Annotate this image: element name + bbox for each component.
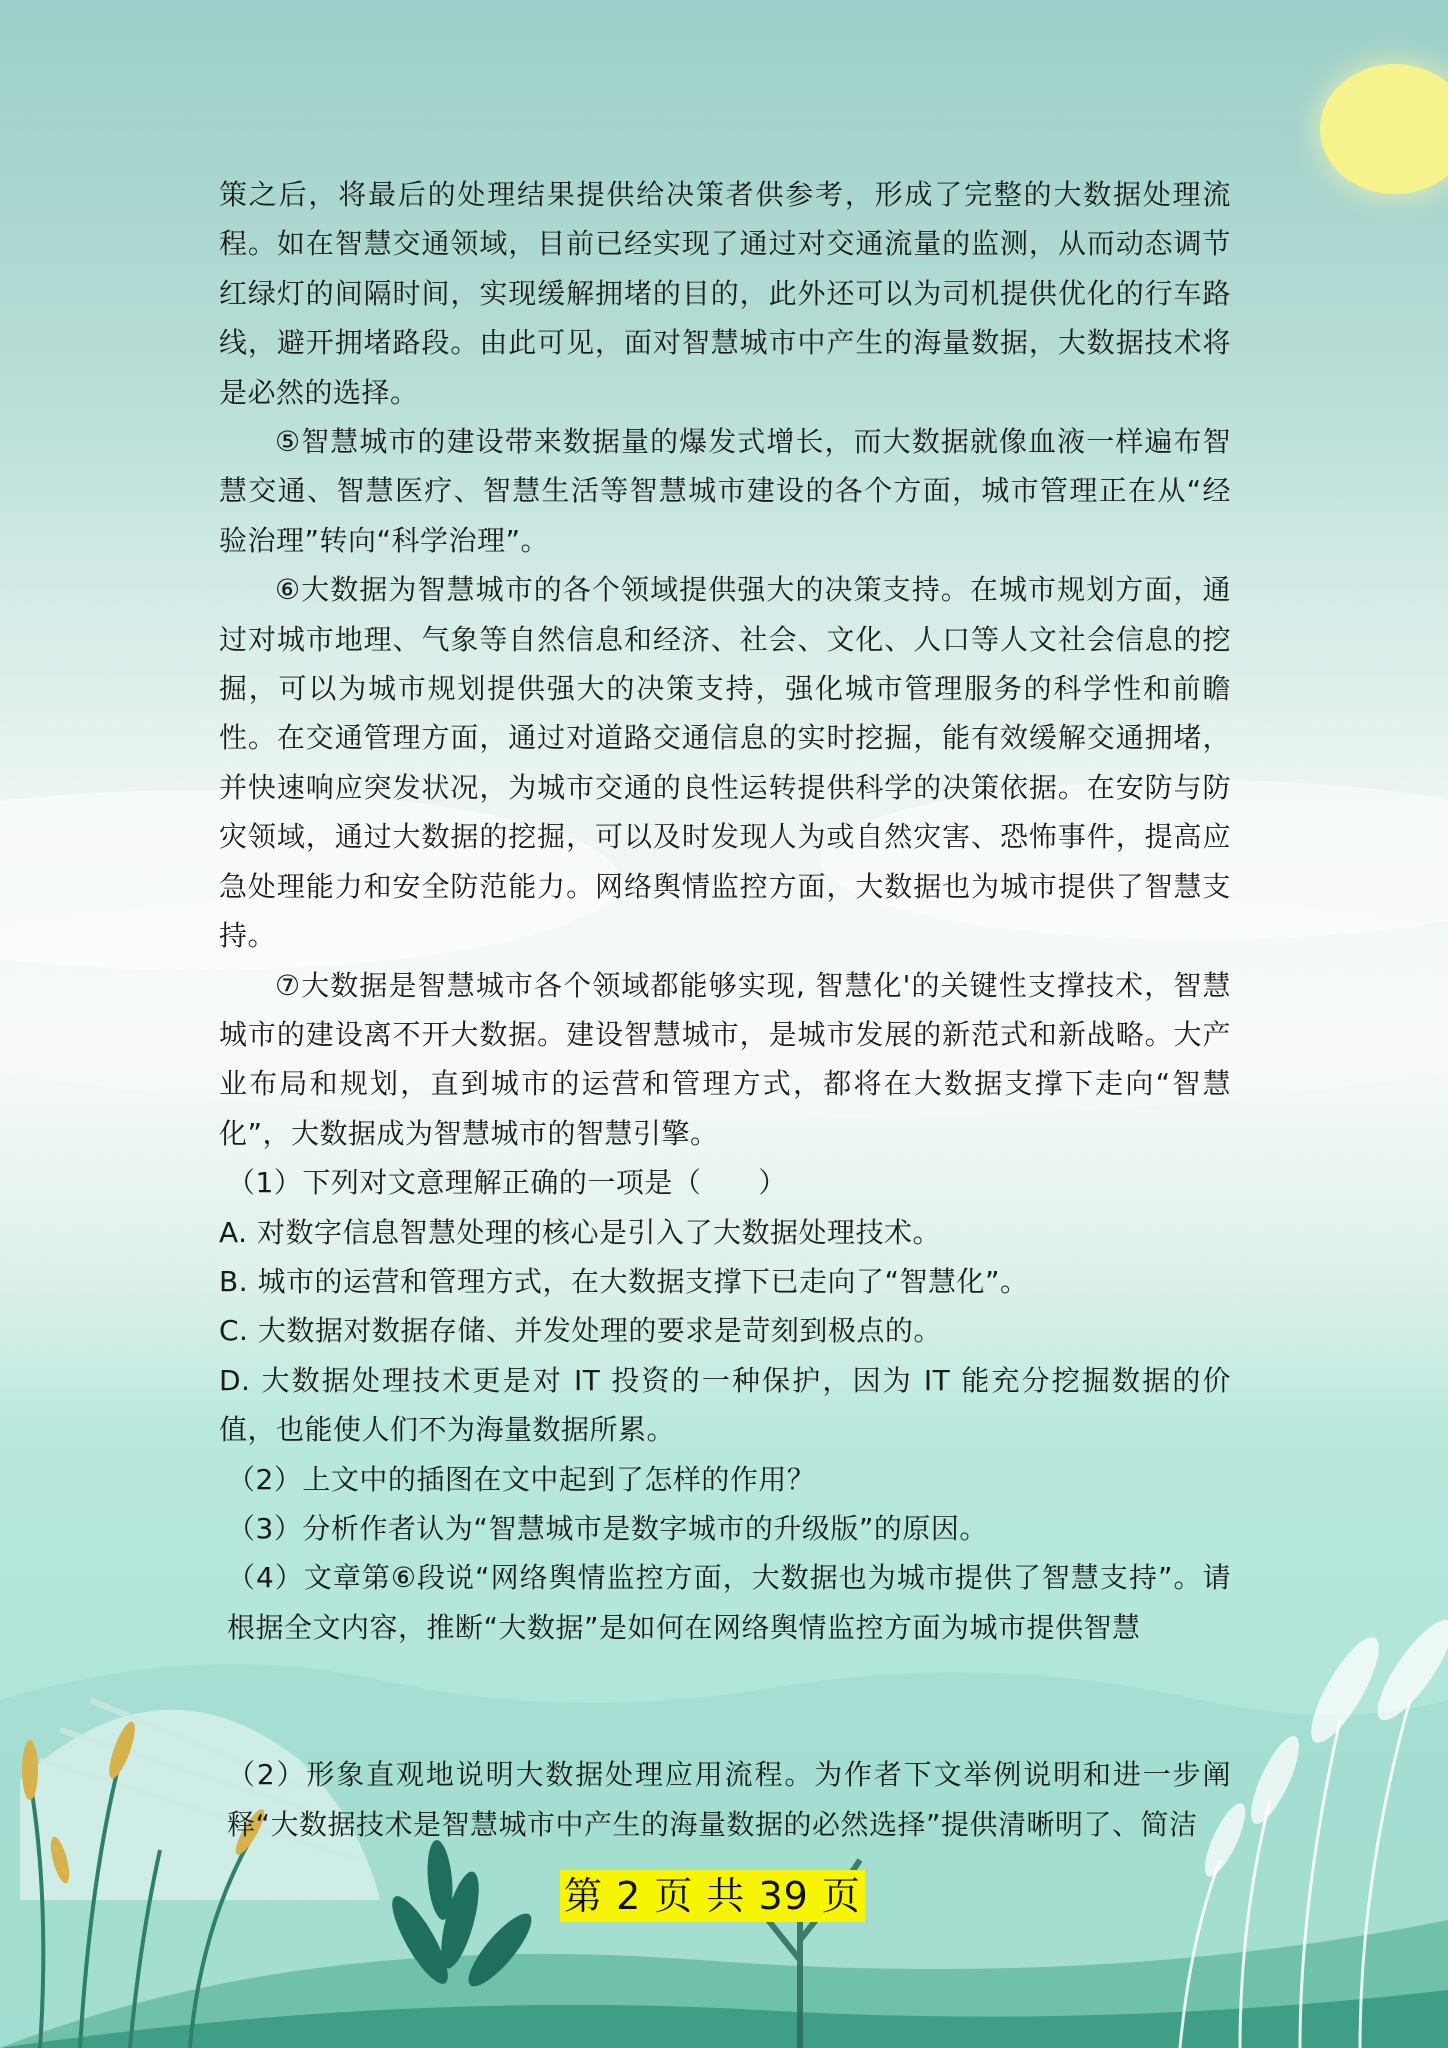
- option-d: D. 大数据处理技术更是对 IT 投资的一种保护，因为 IT 能充分挖掘数据的价值，也能使人们不为海量数据所累。: [219, 1363, 1231, 1447]
- paragraph-continuation: 策之后，将最后的处理结果提供给决策者供参考，形成了完整的大数据处理流程。如在智慧交通领域，目前已经实现了通过对交通流量的监测，从而动态调节红绿灯的间隔时间，实现缓解拥堵的目的，此外还可以为司机提供优化的行车路线，避开拥堵路段。由此可见，面对智慧城市中产生的海量数据，大数据技术将是必然的选择。: [219, 178, 1231, 409]
- paragraph-5: ⑤智慧城市的建设带来数据量的爆发式增长，而大数据就像血液一样遍布智慧交通、智慧医疗、智慧生活等智慧城市建设的各个方面，城市管理正在从“经验治理”转向“科学治理”。: [219, 425, 1231, 557]
- paragraph-7: ⑦大数据是智慧城市各个领域都能够实现, 智慧化'的关键性支撑技术，智慧城市的建设离不开大数据。建设智慧城市，是城市发展的新范式和新战略。大产业布局和规划，直到城市的运营和管理方式，都将在大数据支撑下走向“智慧化”，大数据成为智慧城市的智慧引擎。: [219, 968, 1231, 1150]
- document-body: [219, 170, 1231, 1849]
- question-1-stem: （1）下列对文意理解正确的一项是（ ）: [227, 1166, 787, 1200]
- paragraph-6: ⑥大数据为智慧城市的各个领域提供强大的决策支持。在城市规划方面，通过对城市地理、气象等自然信息和经济、社会、文化、人口等人文社会信息的挖掘，可以为城市规划提供强大的决策支持，强化城市管理服务的科学性和前瞻性。在交通管理方面，通过对道路交通信息的实时挖掘，能有效缓解交通拥堵，并快速响应突发状况，为城市交通的良性运转提供科学的决策依据。在安防与防灾领域，通过大数据的挖掘，可以及时发现人为或自然灾害、恐怖事件，提高应急处理能力和安全防范能力。网络舆情监控方面，大数据也为城市提供了智慧支持。: [219, 573, 1231, 953]
- question-2: （2）上文中的插图在文中起到了怎样的作用？: [227, 1462, 816, 1496]
- option-c: C. 大数据对数据存储、并发处理的要求是苛刻到极点的。: [219, 1314, 942, 1348]
- page-number: 第 2 页 共 39 页: [560, 1870, 865, 1922]
- option-a: A. 对数字信息智慧处理的核心是引入了大数据处理技术。: [219, 1215, 941, 1249]
- question-3: （3）分析作者认为“智慧城市是数字城市的升级版”的原因。: [227, 1511, 988, 1545]
- question-4: （4）文章第⑥段说“网络舆情监控方面，大数据也为城市提供了智慧支持”。请根据全文内容，推断“大数据”是如何在网络舆情监控方面为城市提供智慧: [227, 1561, 1231, 1644]
- section-gap: [219, 1652, 1231, 1750]
- option-b: B. 城市的运营和管理方式，在大数据支撑下已走向了“智慧化”。: [219, 1264, 1029, 1298]
- answer-2: （2）形象直观地说明大数据处理应用流程。为作者下文举例说明和进一步阐释“大数据技术是智慧城市中产生的海量数据的必然选择”提供清晰明了、简洁: [227, 1758, 1231, 1841]
